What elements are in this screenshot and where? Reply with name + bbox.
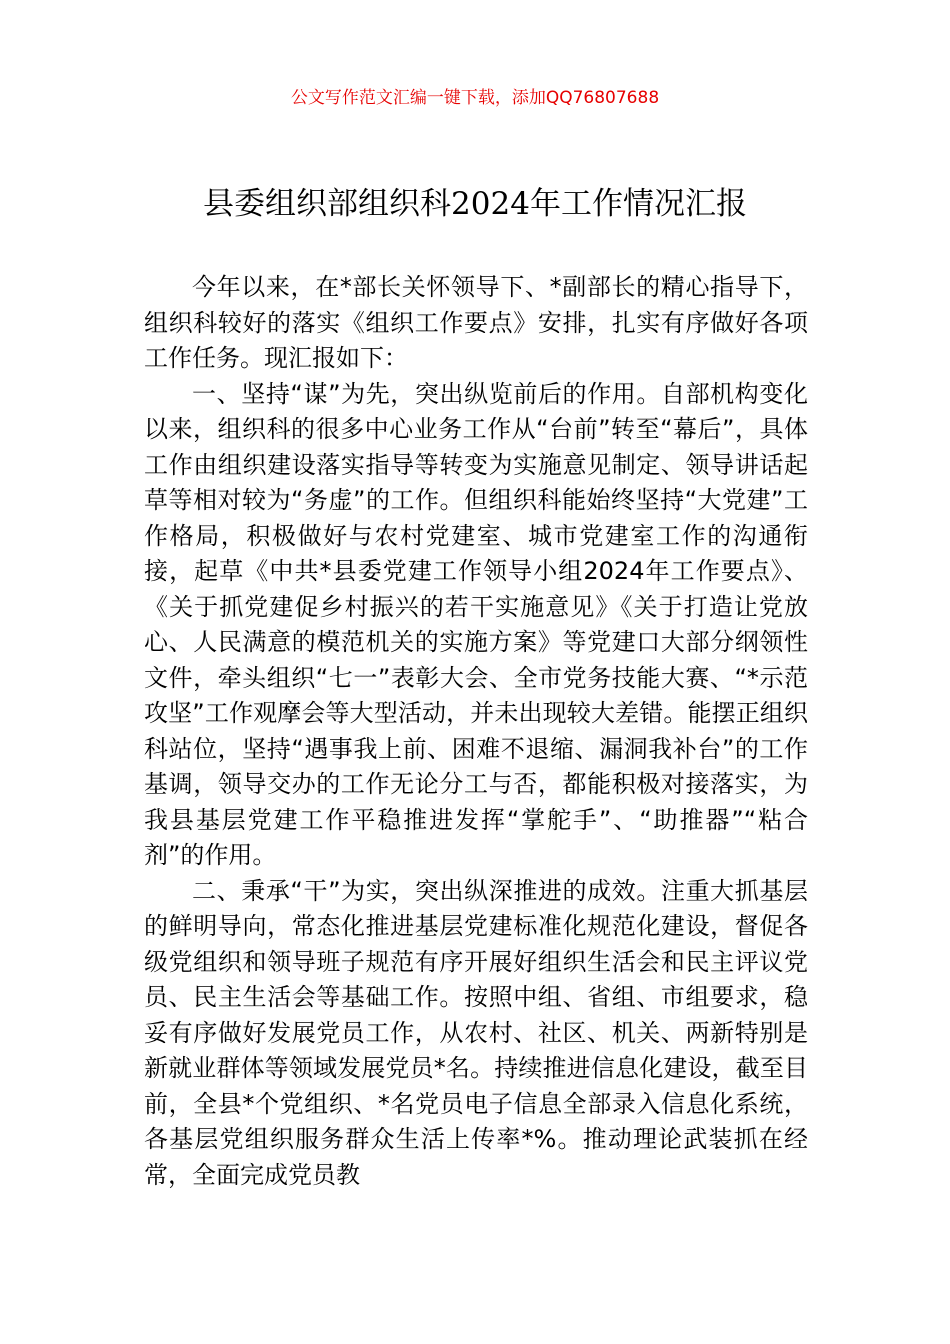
document-title: 县委组织部组织科2024年工作情况汇报 bbox=[203, 186, 747, 222]
download-promo-note: 公文写作范文汇编一键下载，添加QQ76807688 bbox=[290, 88, 660, 108]
document-body bbox=[144, 270, 808, 1193]
paragraph-intro: 今年以来，在*部长关怀领导下、*副部长的精心指导下，组织科较好的落实《组织工作要点》安排，扎实有序做好各项工作任务。现汇报如下： bbox=[144, 273, 808, 372]
paragraph-section-one: 一、坚持“谋”为先，突出纵览前后的作用。自部机构变化以来，组织科的很多中心业务工作从“台前”转至“幕后”，具体工作由组织建设落实指导等转变为实施意见制定、领导讲话起草等相对较为“务虚”的工作。但组织科能始终坚持“大党建”工作格局，积极做好与农村党建室、城市党建室工作的沟通衔接，起草《中共*县委党建工作领导小组2024年工作要点》、《关于抓党建促乡村振兴的若干实施意见》《关于打造让党放心、人民满意的模范机关的实施方案》等党建口大部分纲领性文件，牵头组织“七一”表彰大会、全市党务技能大赛、“*示范攻坚”工作观摩会等大型活动，并未出现较大差错。能摆正组织科站位，坚持“遇事我上前、困难不退缩、漏洞我补台”的工作基调，领导交办的工作无论分工与否，都能积极对接落实，为我县基层党建工作平稳推进发挥“掌舵手”、“助推器”“粘合剂”的作用。 bbox=[144, 379, 808, 869]
paragraph-section-two: 二、秉承“干”为实，突出纵深推进的成效。注重大抓基层的鲜明导向，常态化推进基层党建标准化规范化建设，督促各级党组织和领导班子规范有序开展好组织生活会和民主评议党员、民主生活会等基础工作。按照中组、省组、市组要求，稳妥有序做好发展党员工作，从农村、社区、机关、两新特别是新就业群体等领域发展党员*名。持续推进信息化建设，截至目前，全县*个党组织、*名党员电子信息全部录入信息化系统，各基层党组织服务群众生活上传率*%。推动理论武装抓在经常，全面完成党员教 bbox=[144, 876, 808, 1189]
